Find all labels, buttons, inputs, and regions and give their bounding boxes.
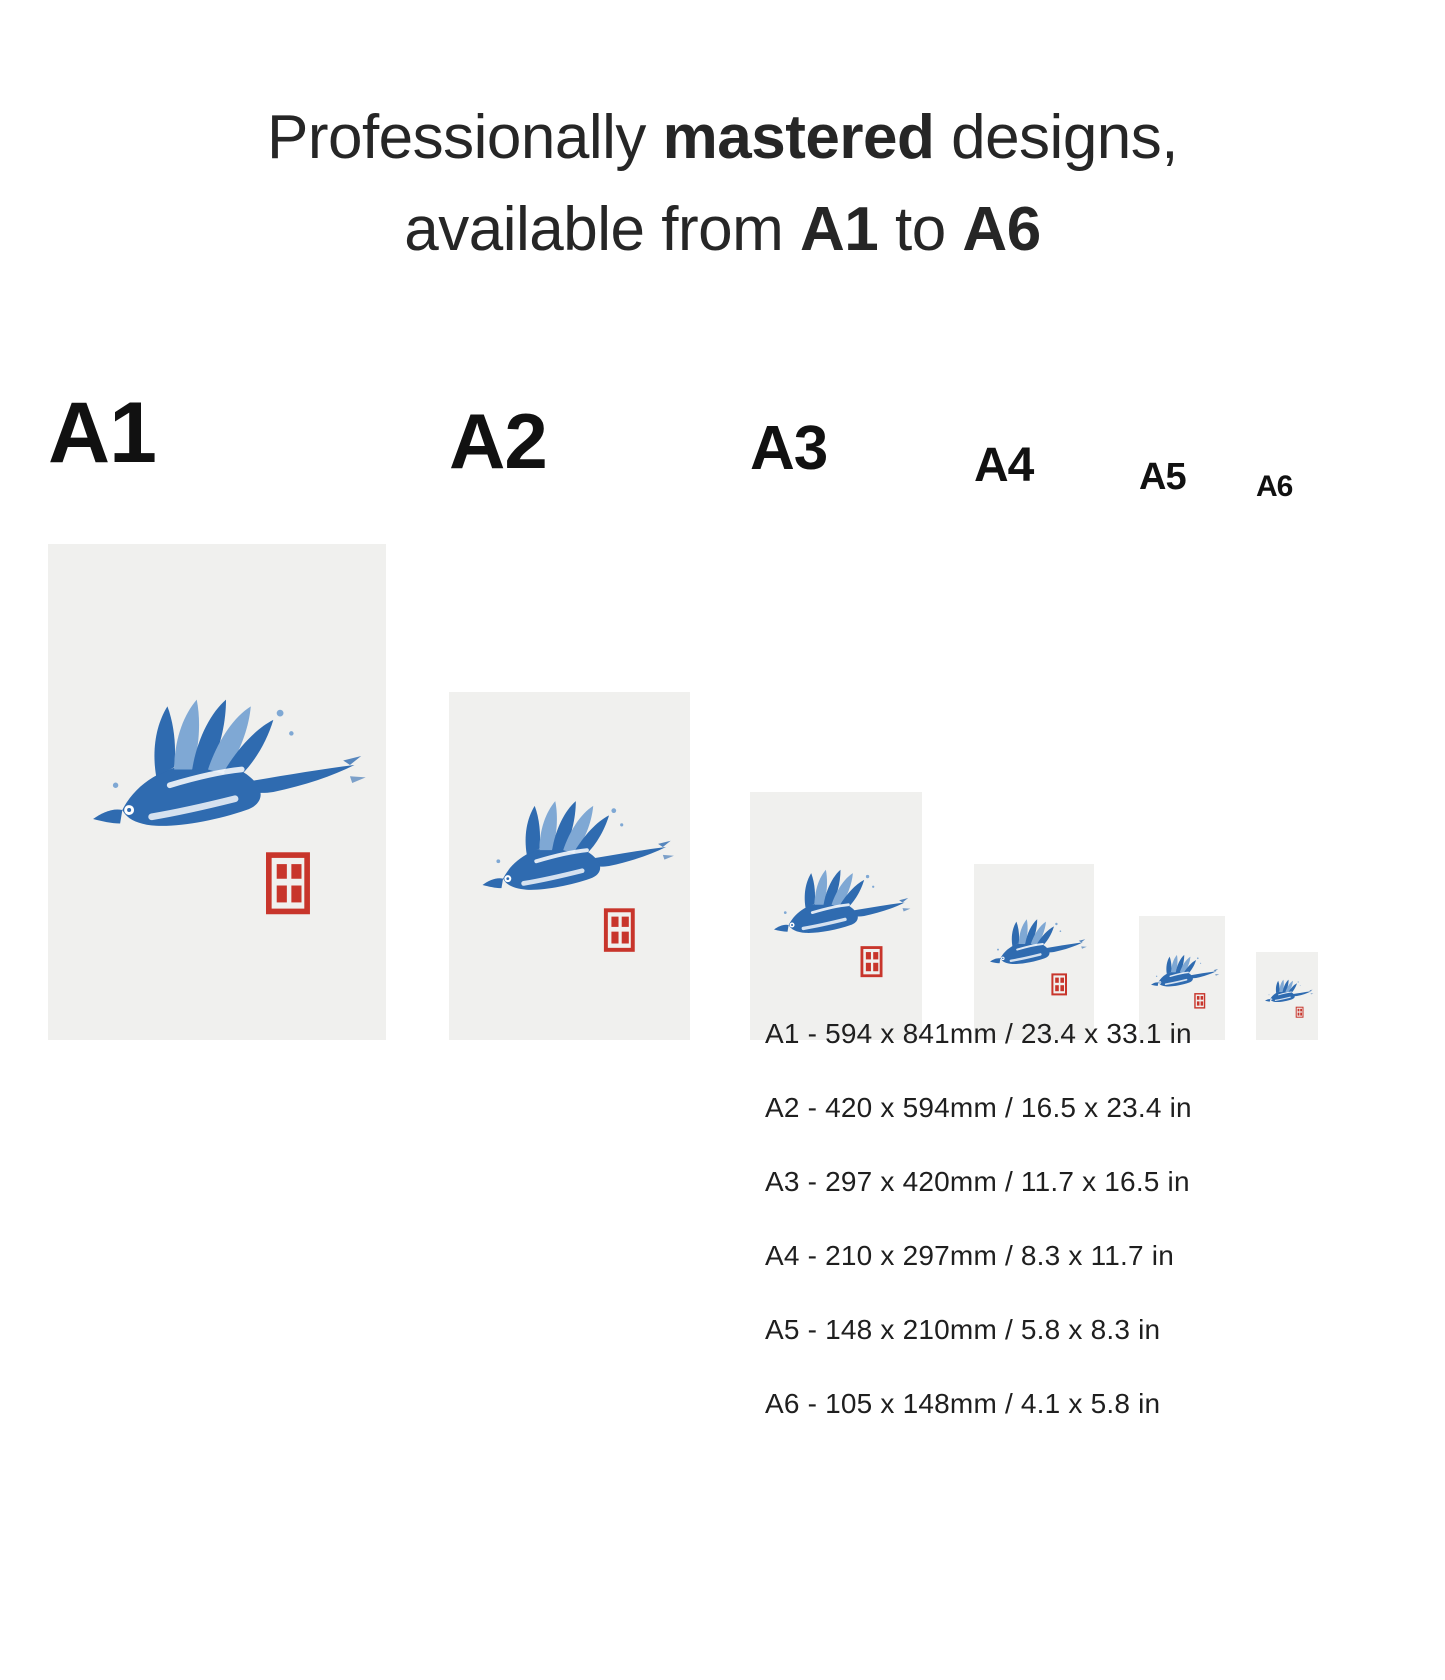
dimension-row: A6 - 105 x 148mm / 4.1 x 5.8 in (765, 1388, 1161, 1419)
size-column-a1 (48, 380, 386, 1040)
headline-text-bold-a6: A6 (962, 194, 1041, 264)
headline-text-c: designs, (934, 103, 1179, 172)
size-column-a2 (449, 380, 690, 1040)
size-label-a6: A6 (1256, 470, 1293, 503)
headline-line-2 (0, 184, 1445, 276)
size-label-a2: A2 (449, 397, 547, 485)
page-title (0, 92, 1445, 276)
headline-line-1 (0, 92, 1445, 184)
blue-ink-bird-painting (750, 792, 922, 1040)
size-label-a5: A5 (1139, 456, 1186, 498)
size-comparison-row (0, 380, 1445, 1040)
headline-text-bold-mastered: mastered (662, 103, 935, 172)
dimension-row: A4 - 210 x 297mm / 8.3 x 11.7 in (765, 1240, 1174, 1271)
dimension-list (765, 1020, 1405, 1464)
poster-preview-a3[interactable] (750, 792, 922, 1040)
size-column-a5 (1139, 380, 1225, 1040)
headline-text-a: Professionally (266, 103, 663, 172)
headline-text-bold-a1: A1 (799, 194, 879, 264)
headline-text-d: available from (404, 194, 800, 264)
blue-ink-bird-painting (449, 692, 690, 1040)
size-label-a4: A4 (974, 439, 1034, 492)
dimension-row: A3 - 297 x 420mm / 11.7 x 16.5 in (765, 1166, 1190, 1197)
size-column-a6 (1256, 380, 1318, 1040)
size-label-a3: A3 (750, 414, 828, 483)
poster-preview-a4[interactable] (974, 864, 1094, 1040)
poster-preview-a1[interactable] (48, 544, 386, 1040)
blue-ink-bird-painting (974, 864, 1094, 1040)
dimension-row: A1 - 594 x 841mm / 23.4 x 33.1 in (765, 1018, 1192, 1049)
size-label-a1: A1 (48, 385, 156, 481)
headline-text-e: to (878, 194, 963, 264)
dimension-row: A5 - 148 x 210mm / 5.8 x 8.3 in (765, 1314, 1161, 1345)
size-column-a4 (974, 380, 1094, 1040)
dimension-row: A2 - 420 x 594mm / 16.5 x 23.4 in (765, 1092, 1192, 1123)
blue-ink-bird-painting (48, 544, 386, 1040)
poster-preview-a2[interactable] (449, 692, 690, 1040)
size-column-a3 (750, 380, 922, 1040)
